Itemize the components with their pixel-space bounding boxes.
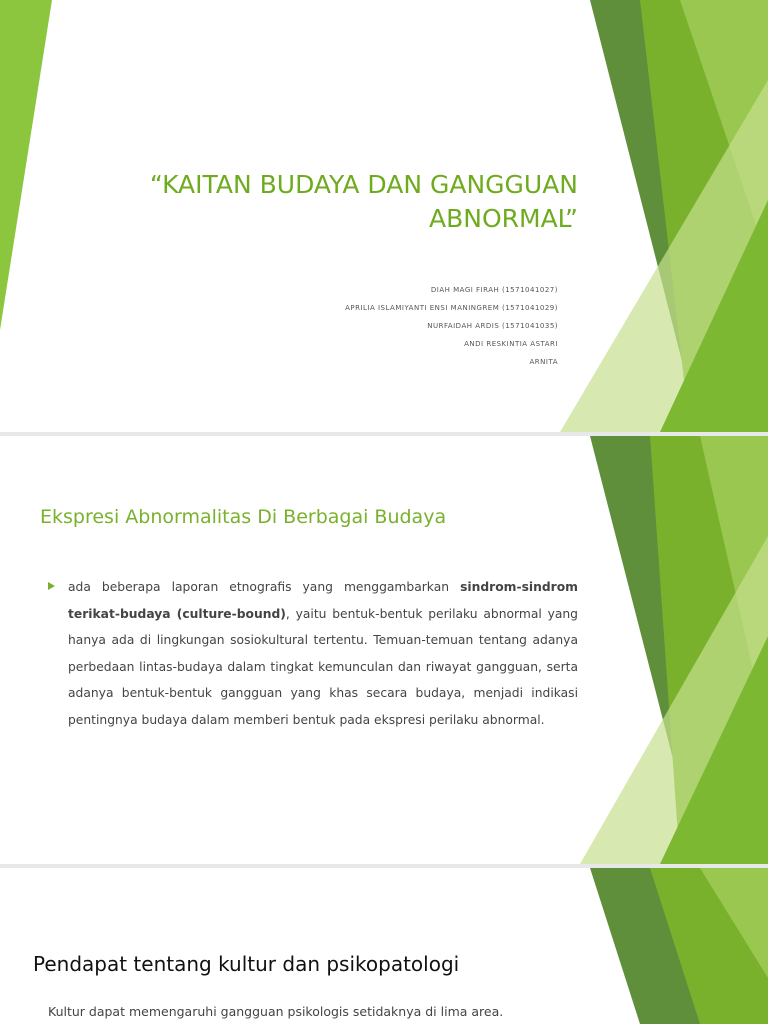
text: , yaitu bentuk-bentuk perilaku abnormal yang hanya ada di lingkungan sosiokultural tertentu. Temuan-temuan tentang adanya perbedaan lintas-budaya dalam tingkat kemunculan dan riwayat gangguan, serta adanya bentuk-bentuk gangguan yang khas secara budaya, menjadi indikasi pentingnya budaya dalam memberi bentuk pada ekspresi perilaku abnormal. bbox=[68, 606, 578, 727]
slide-heading: Pendapat tentang kultur dan psikopatologi bbox=[33, 952, 460, 976]
author: ARNITA bbox=[529, 358, 558, 366]
content-slide bbox=[0, 868, 768, 1024]
presentation-title: “KAITAN BUDAYA DAN GANGGUAN ABNORMAL” bbox=[149, 170, 578, 233]
slide-heading: Ekspresi Abnormalitas Di Berbagai Budaya bbox=[40, 506, 447, 528]
author: ANDI RESKINTIA ASTARI bbox=[464, 340, 558, 348]
slide-body-text bbox=[68, 574, 578, 733]
bullet-arrow-icon bbox=[48, 582, 55, 590]
author: DIAH MAGI FIRAH (1571041027) bbox=[430, 286, 558, 294]
author: NURFAIDAH ARDIS (1571041035) bbox=[427, 322, 558, 330]
title-slide bbox=[0, 0, 768, 432]
author: APRILIA ISLAMIYANTI ENSI MANINGREM (1571041029) bbox=[345, 304, 558, 312]
bold-term: sindrom-sindrom terikat-budaya (culture-bound) bbox=[68, 580, 578, 621]
content-slide bbox=[0, 436, 768, 864]
author-list bbox=[345, 286, 558, 376]
slide-body-text: Kultur dapat memengaruhi gangguan psikologis setidaknya di lima area. bbox=[48, 1004, 504, 1019]
text: ada beberapa laporan etnografis yang menggambarkan bbox=[68, 580, 461, 594]
green-triangles-decoration bbox=[0, 868, 768, 1024]
